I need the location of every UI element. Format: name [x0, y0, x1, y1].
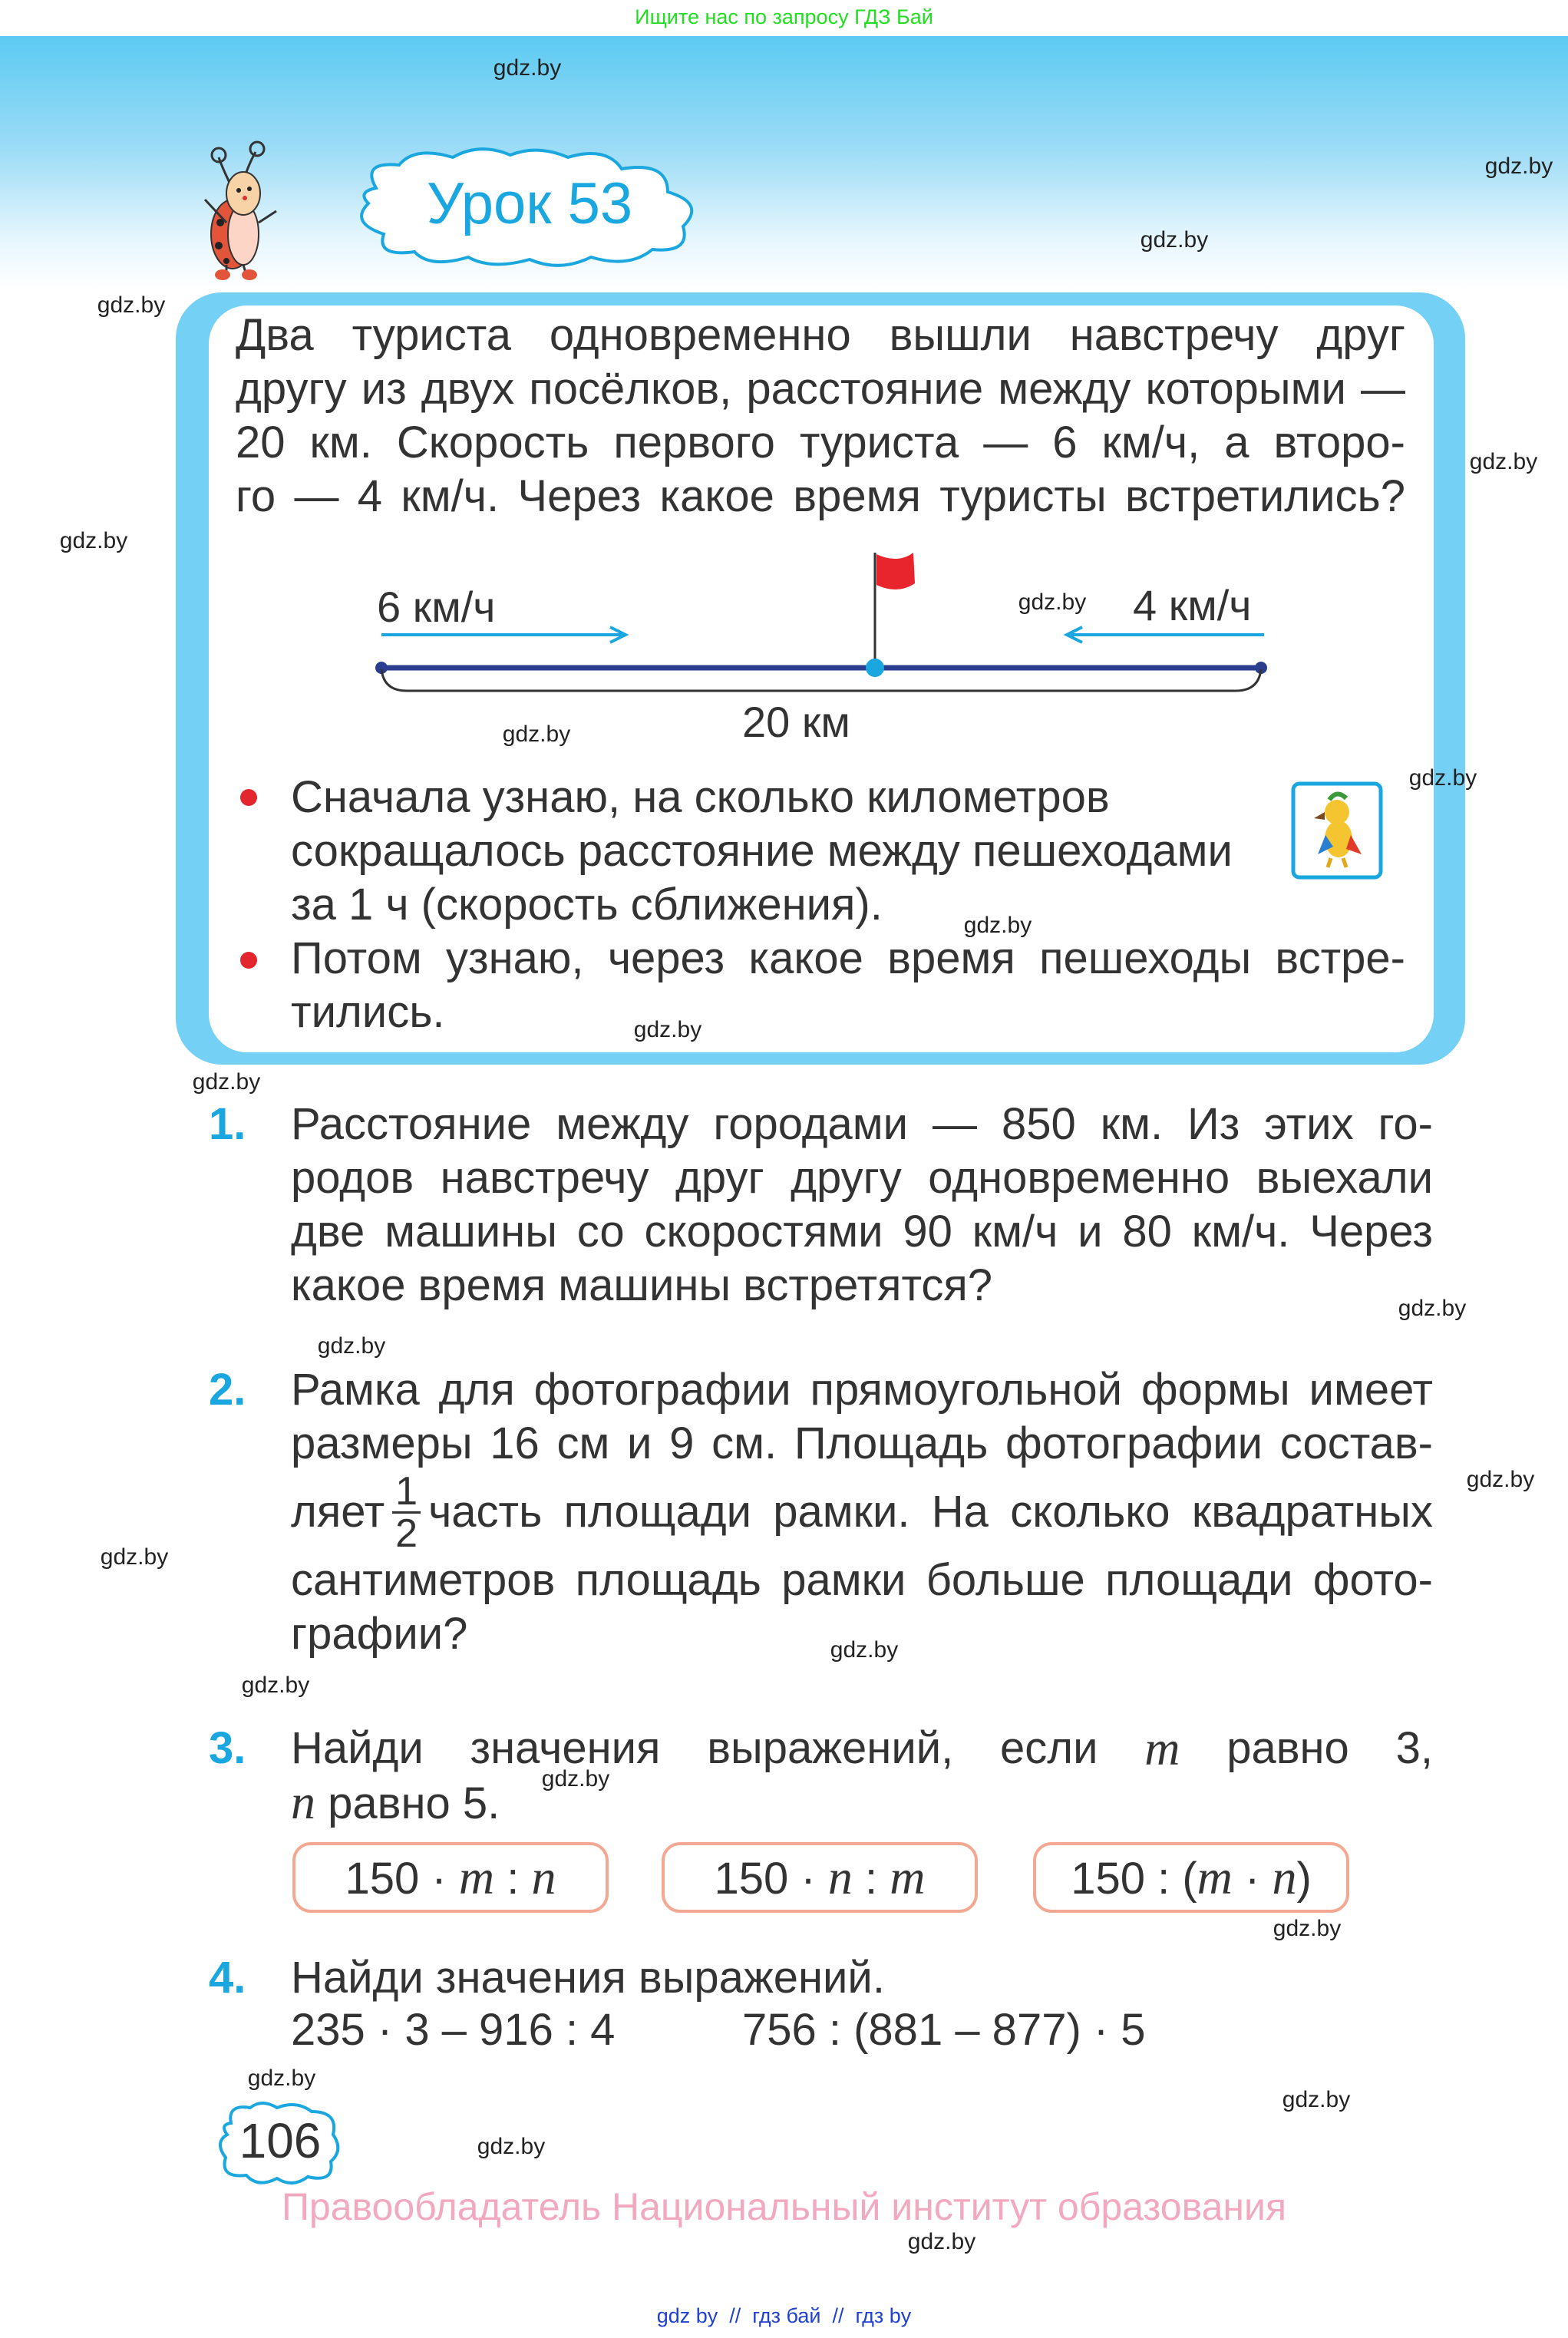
parrot-hint-icon: [1291, 781, 1383, 880]
numerator: 1: [392, 1471, 421, 1514]
expr-part: :: [494, 1854, 532, 1904]
ladybug-mascot-icon: [188, 138, 303, 280]
watermark: gdz.by: [1398, 1296, 1467, 1321]
watermark: gdz.by: [1140, 227, 1209, 253]
word: выражений,: [707, 1723, 954, 1773]
watermark: gdz.by: [541, 1766, 610, 1791]
watermark: gdz.by: [1273, 1916, 1342, 1941]
variable-n: n: [291, 1775, 315, 1829]
copyright-notice: Правообладатель Национальный институт образования: [281, 2185, 1287, 2228]
watermark: gdz.by: [907, 2229, 976, 2254]
watermark: gdz.by: [830, 1637, 899, 1663]
watermark: gdz.by: [247, 2066, 316, 2091]
distance-brace: [381, 669, 1261, 691]
expr-part: ): [1296, 1854, 1312, 1904]
intro-problem: [236, 309, 1405, 523]
text: равно 5.: [328, 1778, 500, 1828]
text-line: Рамка для фотографии прямоугольной формы имеет: [291, 1365, 1433, 1415]
text-line: сантиметров площадь рамки больше площади фото-: [291, 1555, 1433, 1605]
watermark: gdz.by: [241, 1673, 310, 1698]
hint-2: [291, 932, 1405, 1039]
expression-box: [662, 1842, 978, 1913]
task-2: [291, 1363, 1433, 1661]
watermark: gdz.by: [493, 55, 562, 81]
watermark: gdz.by: [59, 528, 128, 553]
text-line: Два туриста одновременно вышли навстречу друг: [236, 310, 1405, 360]
expr-var: m: [458, 1850, 495, 1904]
fraction-line: [291, 1468, 1433, 1556]
expr-var: m: [1197, 1850, 1233, 1904]
hint-1: [291, 771, 1250, 932]
watermark: gdz.by: [477, 2134, 546, 2159]
search-banner: Ищите нас по запросу ГДЗ Бай: [635, 5, 933, 28]
watermark: gdz.by: [100, 1544, 169, 1570]
text-line: размеры 16 см и 9 см. Площадь фотографии состав-: [291, 1418, 1433, 1468]
text: ляет: [291, 1487, 385, 1537]
word: Найди: [291, 1723, 424, 1773]
text-line: тились.: [291, 987, 445, 1037]
text: часть площади рамки. На сколько квадратных: [428, 1487, 1433, 1537]
watermark: gdz.by: [1484, 154, 1553, 179]
expr-part: 150 ·: [345, 1854, 459, 1904]
watermark: gdz.by: [192, 1069, 261, 1095]
expression: 235 · 3 – 916 : 4: [291, 2005, 616, 2055]
watermark: gdz.by: [633, 1017, 702, 1042]
left-speed-label: 6 км/ч: [377, 583, 496, 631]
flag-icon: [876, 553, 915, 589]
expr-var: m: [890, 1850, 926, 1904]
watermark: gdz.by: [502, 722, 571, 747]
watermark: gdz.by: [1466, 1467, 1535, 1492]
expr-var: n: [1272, 1850, 1297, 1904]
text-line: Расстояние между городами — 850 км. Из этих го-: [291, 1099, 1433, 1149]
variable-m: m: [1144, 1721, 1180, 1775]
watermark: gdz.by: [97, 292, 166, 318]
text-line: сокращалось расстояние между пешеходами: [291, 826, 1233, 876]
expr-var: n: [827, 1850, 853, 1904]
task-1: [291, 1098, 1433, 1313]
task-4-text: Найди значения выражений.: [291, 1953, 885, 2003]
watermark: gdz.by: [1469, 449, 1538, 474]
bullet-icon: [240, 789, 257, 806]
meeting-point: [866, 659, 884, 677]
text-line: графии?: [291, 1609, 468, 1659]
text-line: Потом узнаю, через какое время пешеходы встре-: [291, 933, 1405, 983]
task-number: 4.: [209, 1953, 246, 2003]
denominator: 2: [395, 1511, 418, 1556]
text-line: две машины со скоростями 90 км/ч и 80 км/ч. Через: [291, 1207, 1433, 1257]
watermark: gdz.by: [963, 913, 1032, 938]
expr-part: ·: [1232, 1854, 1273, 1904]
expression: 756 : (881 – 877) · 5: [742, 2005, 1146, 2055]
word: если: [999, 1723, 1098, 1773]
distance-label: 20 км: [742, 698, 850, 746]
text-line: 20 км. Скорость первого туриста — 6 км/ч, а второ-: [236, 418, 1405, 467]
watermark: gdz.by: [1408, 765, 1477, 791]
word: равно: [1226, 1723, 1349, 1773]
watermark: gdz.by: [317, 1333, 386, 1359]
task-number: 2.: [209, 1365, 246, 1415]
task-number: 3.: [209, 1723, 246, 1773]
watermark: gdz.by: [1018, 589, 1087, 615]
page-number: 106: [239, 2113, 322, 2168]
expr-part: :: [852, 1854, 890, 1904]
text-line: другу из двух посёлков, расстояние между которыми —: [236, 364, 1405, 414]
expr-part: 150 : (: [1071, 1854, 1197, 1904]
text-line: Сначала узнаю, на сколько километров: [291, 772, 1110, 822]
footer-links[interactable]: gdz by // гдз бай // гдз by: [656, 2304, 912, 2327]
task-number: 1.: [209, 1099, 246, 1149]
task-3-line-1: [291, 1722, 1433, 1775]
text-line: какое время машины встретятся?: [291, 1260, 993, 1310]
text-line: за 1 ч (скорость сближения).: [291, 880, 883, 930]
word: значения: [470, 1723, 661, 1773]
expr-part: 150 ·: [714, 1854, 828, 1904]
expression-box: [292, 1842, 609, 1913]
right-speed-label: 4 км/ч: [1133, 581, 1252, 629]
lesson-title: Урок 53: [426, 171, 633, 236]
expr-var: n: [531, 1850, 556, 1904]
task-3-line-2: [291, 1775, 500, 1831]
text-line: родов навстречу друг другу одновременно выехали: [291, 1153, 1433, 1203]
bullet-icon: [240, 952, 257, 969]
text-line: го — 4 км/ч. Через какое время туристы встретились?: [236, 471, 1405, 521]
fraction: [392, 1468, 421, 1556]
watermark: gdz.by: [1282, 2087, 1351, 2112]
word: 3,: [1395, 1723, 1433, 1773]
expression-box: [1033, 1842, 1349, 1913]
